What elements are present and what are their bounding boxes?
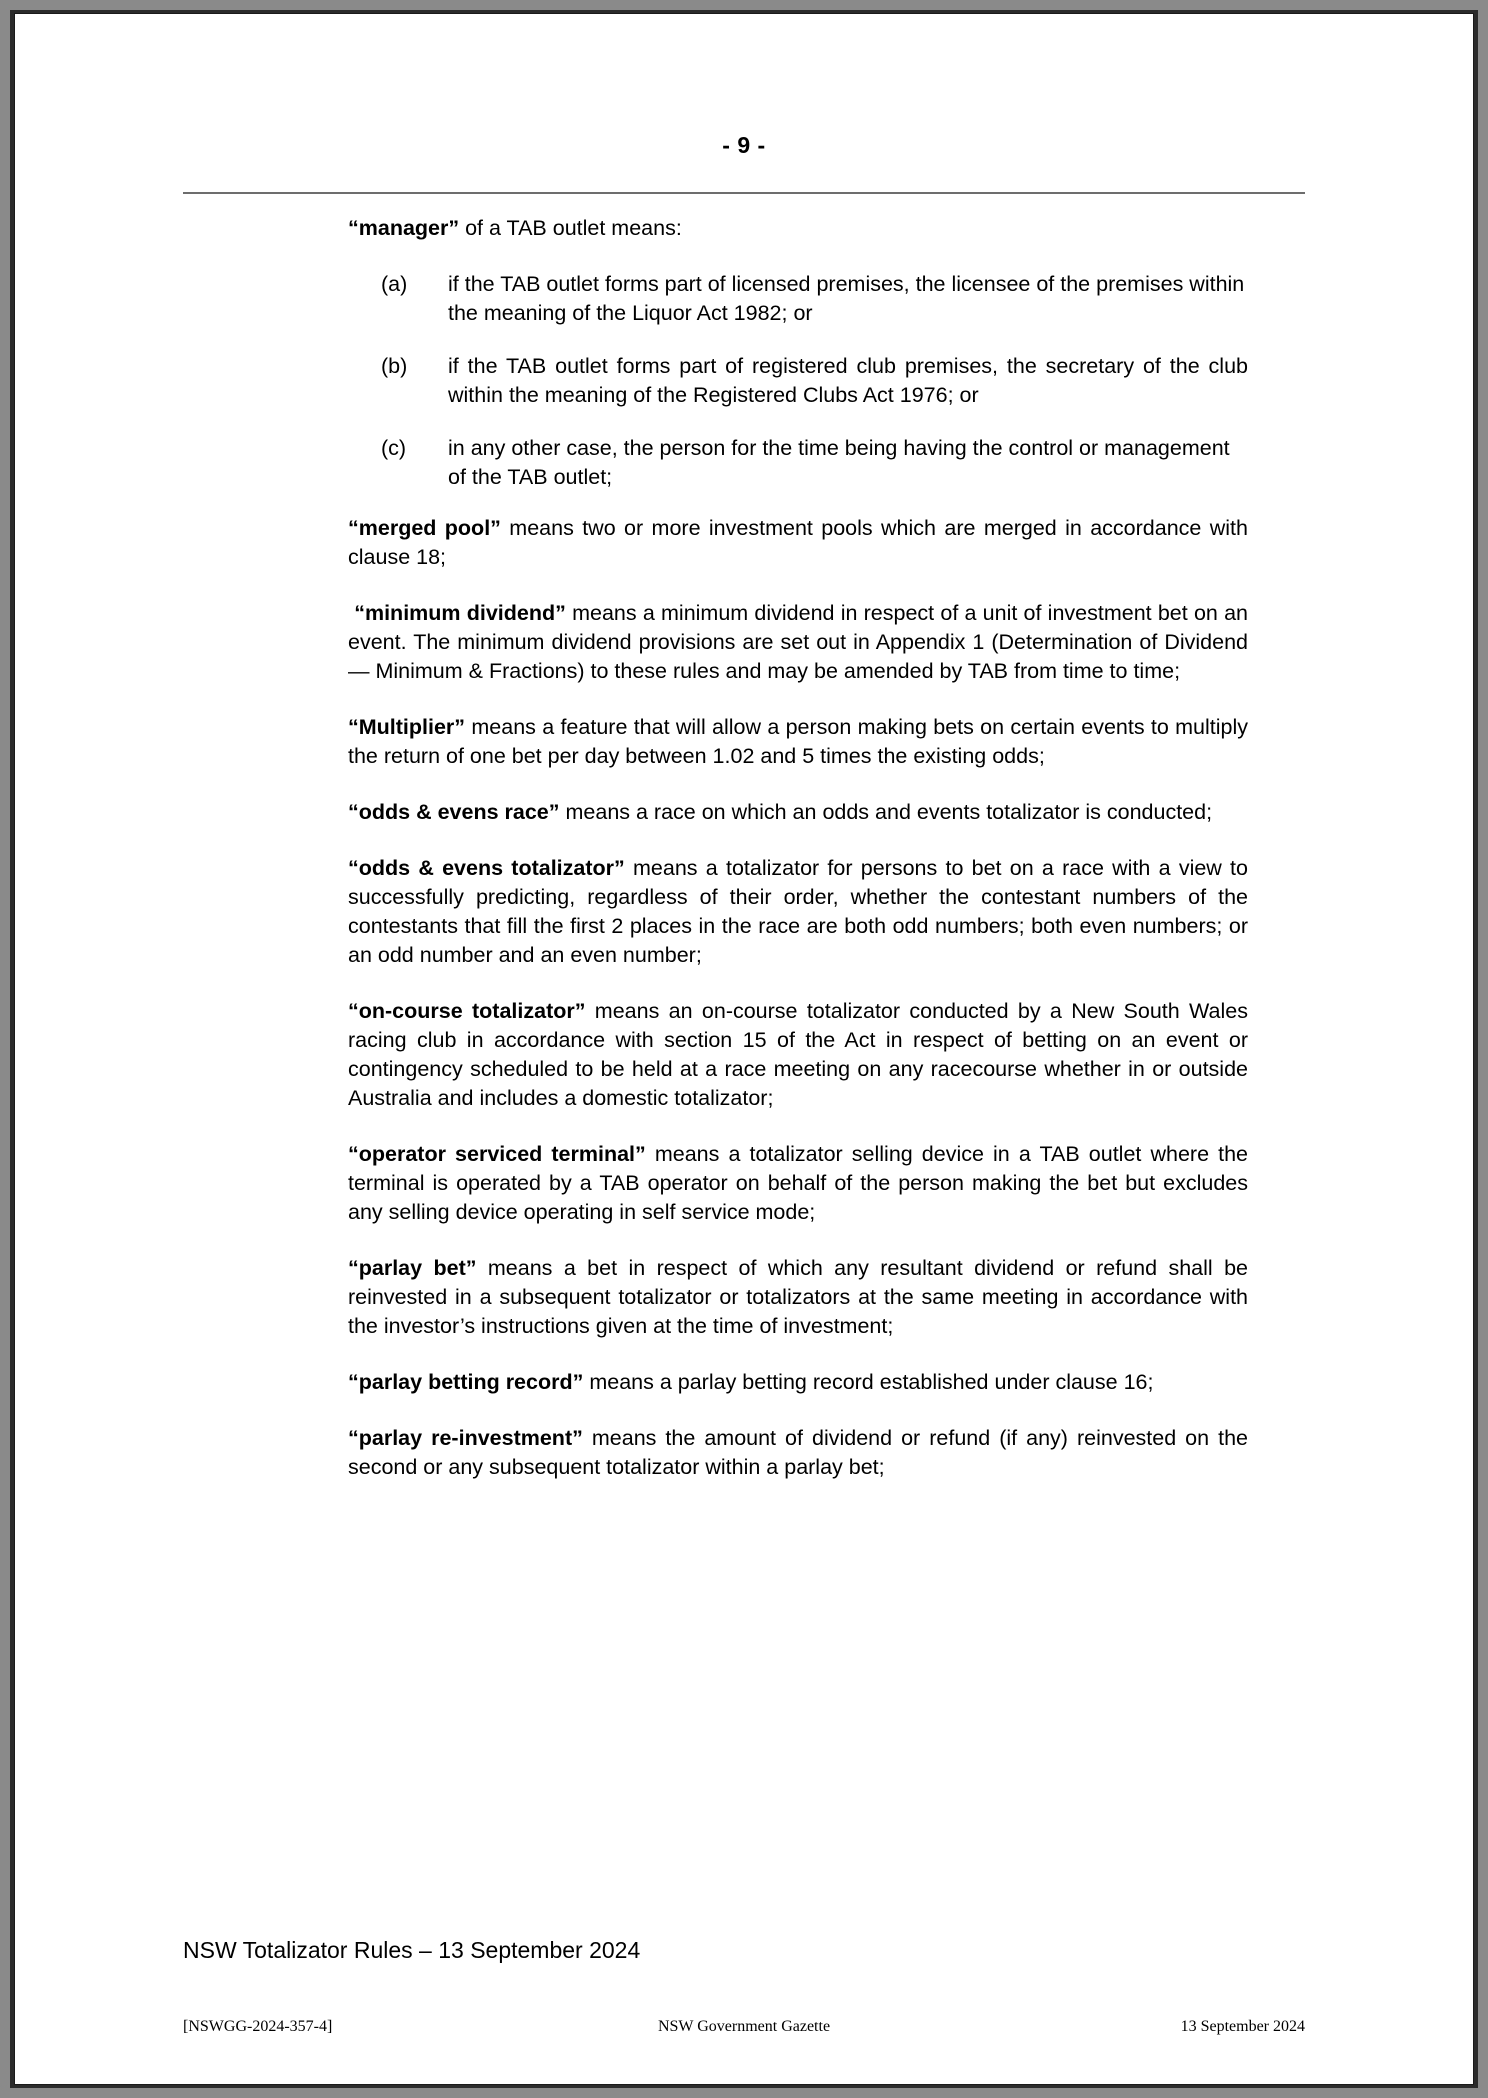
definition-term: “parlay betting record” xyxy=(348,1370,584,1394)
definition-odds-evens-totalizator xyxy=(348,854,1248,970)
definition-parlay-betting-record xyxy=(348,1368,1248,1397)
definition-text: means two or more investment pools which are merged in accordance with clause 18; xyxy=(348,516,1248,569)
list-item xyxy=(348,434,1248,492)
list-item-text: if the TAB outlet forms part of registered club premises, the secretary of the club within the meaning of the Registered Clubs Act 1976; or xyxy=(448,354,1248,407)
definition-odds-evens-race xyxy=(348,798,1248,827)
definition-parlay-re-investment xyxy=(348,1424,1248,1482)
definition-term: “on-course totalizator” xyxy=(348,999,586,1023)
list-item xyxy=(348,352,1248,410)
definition-text: means a totalizator selling device in a TAB outlet where the terminal is operated by a TAB operator on behalf of the person making the bet but excludes any selling device operating in self service mode; xyxy=(348,1142,1248,1224)
list-item-label: (a) xyxy=(381,272,408,296)
document-page xyxy=(14,13,1474,2085)
document-title-footer: NSW Totalizator Rules – 13 September 2024 xyxy=(183,1937,641,1963)
gazette-date: 13 September 2024 xyxy=(1180,2018,1305,2035)
definition-term: “parlay re-investment” xyxy=(348,1426,583,1450)
definition-text: means a minimum dividend in respect of a unit of investment bet on an event. The minimum dividend provisions are set out in Appendix 1 (Determination of Dividend — Minimum & Fractions) to these rules and may be amended by TAB from time to time; xyxy=(348,601,1248,683)
definition-minimum-dividend xyxy=(348,599,1248,686)
definition-manager xyxy=(348,214,1248,243)
definition-parlay-bet xyxy=(348,1254,1248,1341)
definition-text: means a feature that will allow a person making bets on certain events to multiply the return of one bet per day between 1.02 and 5 times the existing odds; xyxy=(348,715,1248,768)
list-item-label: (c) xyxy=(381,436,407,460)
list-item-text: if the TAB outlet forms part of licensed premises, the licensee of the premises within the meaning of the Liquor Act 1982; or xyxy=(448,272,1245,325)
definition-term: “operator serviced terminal” xyxy=(348,1142,646,1166)
header-divider-rule xyxy=(183,192,1305,194)
definition-on-course-totalizator xyxy=(348,997,1248,1113)
definition-text: means a parlay betting record established under clause 16; xyxy=(583,1370,1154,1394)
definition-term: “odds & evens totalizator” xyxy=(348,856,625,880)
gazette-footer xyxy=(183,2018,1305,2036)
definition-text: of a TAB outlet means: xyxy=(459,216,682,240)
definition-merged-pool xyxy=(348,514,1248,572)
definition-multiplier xyxy=(348,713,1248,771)
definition-term: “manager” xyxy=(348,216,460,240)
gazette-name: NSW Government Gazette xyxy=(657,2018,831,2035)
definition-term: “merged pool” xyxy=(348,516,501,540)
definition-text: means a bet in respect of which any resultant dividend or refund shall be reinvested in a subsequent totalizator or totalizators at the same meeting in accordance with the investor’s instructions given at the time of investment; xyxy=(348,1256,1248,1338)
definition-term: “parlay bet” xyxy=(348,1256,477,1280)
definition-term: “Multiplier” xyxy=(348,715,466,739)
definition-term: “minimum dividend” xyxy=(354,601,566,625)
manager-sublist xyxy=(348,270,1248,492)
document-body xyxy=(348,214,1248,1509)
page-number: - 9 - xyxy=(722,132,766,158)
gazette-reference: [NSWGG-2024-357-4] xyxy=(183,2018,333,2035)
list-item-text: in any other case, the person for the time being having the control or management of the TAB outlet; xyxy=(448,436,1230,489)
list-item-label: (b) xyxy=(381,354,408,378)
definition-text: means a totalizator for persons to bet on a race with a view to successfully predicting, regardless of their order, whether the contestant numbers of the contestants that fill the first 2 places in the race are both odd numbers; both even numbers; or an odd number and an even number; xyxy=(348,856,1248,967)
list-item xyxy=(348,270,1248,328)
definition-term: “odds & evens race” xyxy=(348,800,560,824)
definition-text: means the amount of dividend or refund (if any) reinvested on the second or any subsequent totalizator within a parlay bet; xyxy=(348,1426,1248,1479)
definition-operator-serviced-terminal xyxy=(348,1140,1248,1227)
definition-text: means a race on which an odds and events totalizator is conducted; xyxy=(559,800,1213,824)
definition-text: means an on-course totalizator conducted by a New South Wales racing club in accordance with section 15 of the Act in respect of betting on an event or contingency scheduled to be held at a race meeting on any racecourse whether in or outside Australia and includes a domestic totalizator; xyxy=(348,999,1248,1110)
